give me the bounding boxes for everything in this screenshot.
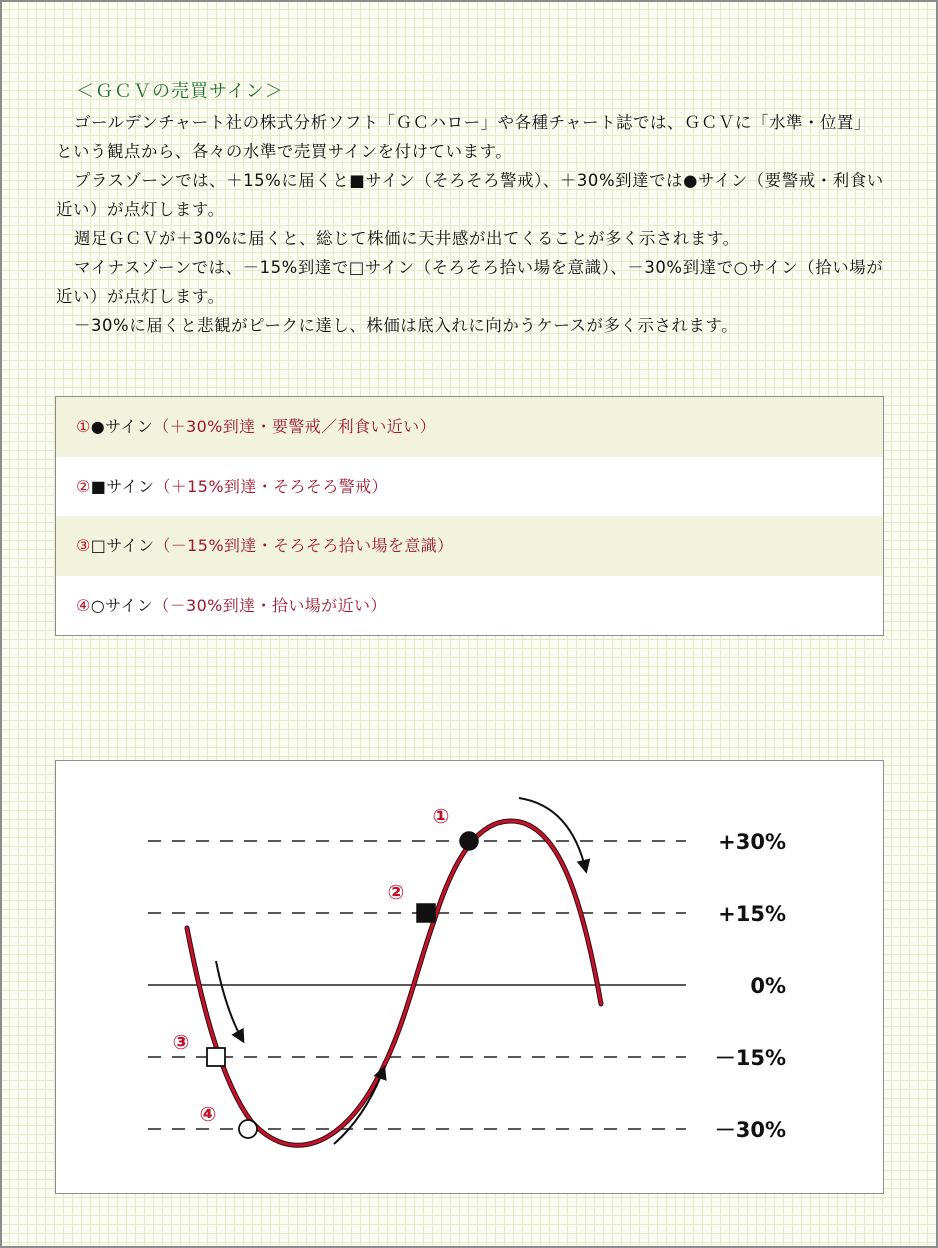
legend-sign: ●サイン bbox=[90, 417, 154, 436]
signal-legend-table bbox=[55, 396, 884, 636]
signal-marker-open-circle bbox=[200, 1102, 257, 1138]
legend-row-4 bbox=[56, 576, 883, 636]
marker-number: ④ bbox=[199, 1102, 217, 1126]
legend-sign: ○サイン bbox=[90, 595, 154, 615]
legend-description: （＋30%到達・要警戒／利食い近い） bbox=[153, 417, 436, 436]
legend-number: ① bbox=[76, 417, 91, 436]
open-square-icon bbox=[207, 1048, 225, 1066]
intro-paragraph: 週足ＧＣＶが＋30%に届くと、総じて株価に天井感が出てくることが多く示されます。 bbox=[74, 229, 740, 248]
gcv-signal-diagram bbox=[55, 760, 884, 1194]
marker-number: ② bbox=[387, 880, 405, 904]
legend-description: （＋15%到達・そろそろ警戒） bbox=[154, 476, 388, 496]
level-label: +30% bbox=[718, 830, 786, 854]
legend-sign: ■サイン bbox=[90, 476, 155, 496]
signal-marker-filled-square bbox=[388, 880, 435, 922]
filled-square-icon bbox=[417, 904, 435, 922]
level-label: +15% bbox=[718, 902, 786, 926]
legend-description: （－15%到達・そろそろ拾い場を意識） bbox=[154, 536, 454, 555]
level-label: －15% bbox=[714, 1046, 786, 1070]
signal-marker-filled-circle bbox=[433, 804, 478, 850]
signal-marker-open-square bbox=[173, 1030, 225, 1066]
legend-row-2 bbox=[56, 457, 883, 517]
intro-paragraph: －30%に届くと悲観がピークに達し、株価は底入れに向かうケースが多く示されます。 bbox=[74, 316, 739, 335]
marker-number: ① bbox=[432, 804, 450, 828]
intro-text bbox=[56, 108, 886, 340]
level-label: －30% bbox=[714, 1118, 786, 1142]
section-heading: ＜ＧＣＶの売買サイン＞ bbox=[76, 81, 284, 102]
intro-paragraph: マイナスゾーンでは、－15%到達で□サイン（そろそろ拾い場を意識）、－30%到達で○サイン（拾い場が近い）が点灯します。 bbox=[56, 258, 884, 306]
trend-arrow-falling-top bbox=[519, 798, 586, 871]
legend-sign: □サイン bbox=[90, 536, 155, 555]
marker-number: ③ bbox=[172, 1030, 190, 1054]
legend-row-1 bbox=[56, 397, 883, 457]
open-circle-icon bbox=[239, 1120, 257, 1138]
legend-row-3 bbox=[56, 516, 883, 576]
level-labels bbox=[715, 830, 786, 1142]
filled-circle-icon bbox=[460, 832, 478, 850]
level-label: 0% bbox=[750, 974, 786, 998]
legend-number: ④ bbox=[76, 595, 91, 615]
legend-description: （－30%到達・拾い場が近い） bbox=[153, 595, 387, 615]
legend-number: ③ bbox=[76, 536, 91, 555]
legend-number: ② bbox=[76, 476, 91, 496]
trend-arrow-falling-left bbox=[216, 961, 243, 1041]
intro-paragraph: ゴールデンチャート社の株式分析ソフト「ＧＣハロー」や各種チャート誌では、ＧＣＶに「水準・位置」という観点から、各々の水準で売買サインを付けています。 bbox=[56, 113, 871, 161]
gcv-curve bbox=[187, 821, 601, 1145]
gcv-curve-outline bbox=[187, 821, 601, 1145]
intro-paragraph: プラスゾーンでは、＋15%に届くと■サイン（そろそろ警戒）、＋30%到達では●サイン（要警戒・利食い近い）が点灯します。 bbox=[56, 171, 884, 219]
gcv-diagram-svg bbox=[56, 761, 883, 1193]
